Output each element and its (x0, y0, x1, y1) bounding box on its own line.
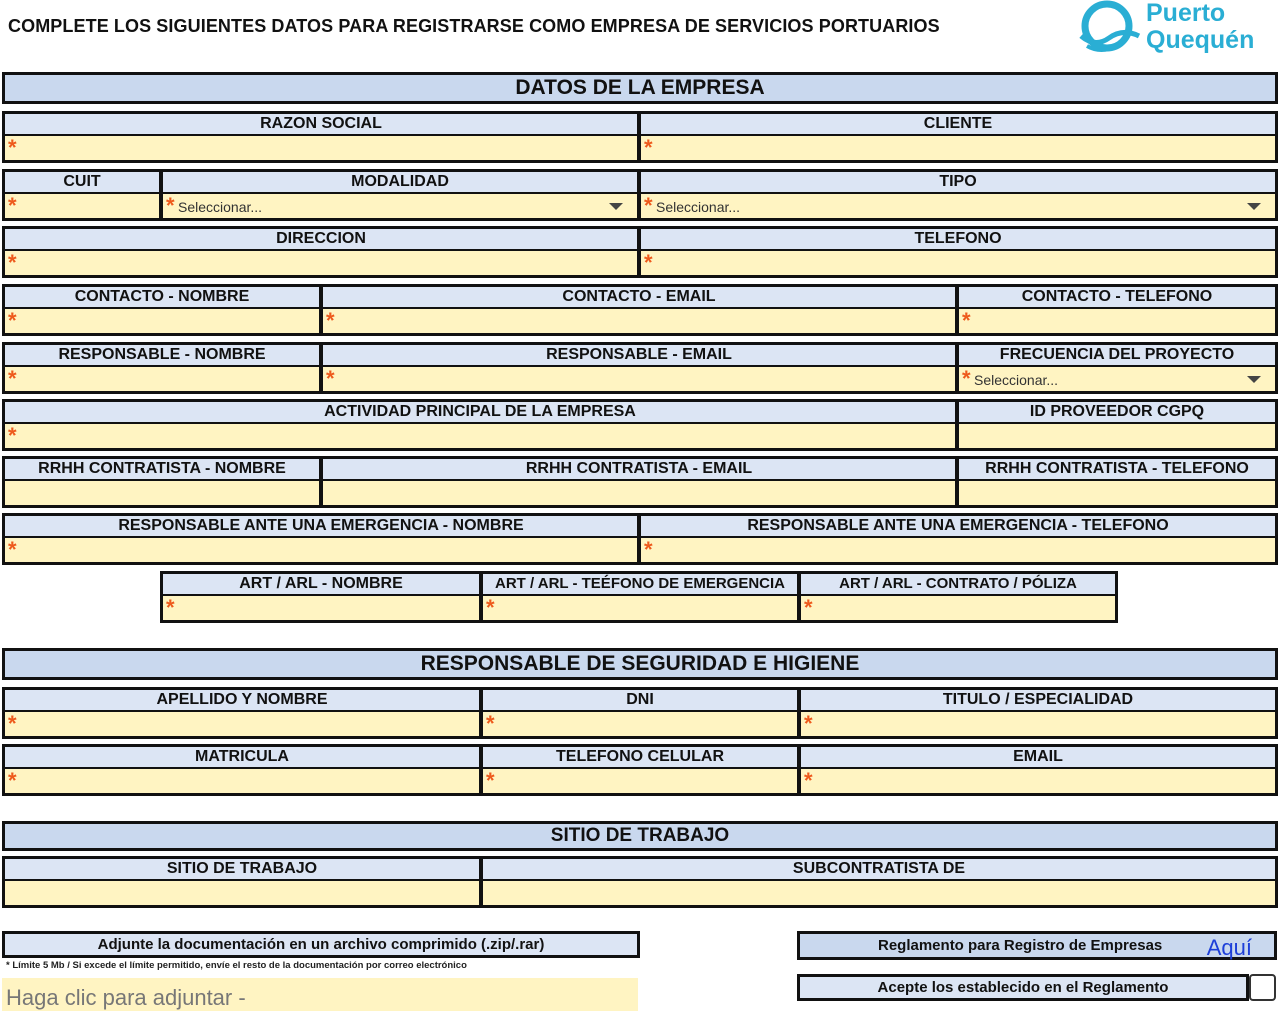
art-telefono-input[interactable] (483, 596, 797, 620)
rrhh-nombre-field (2, 456, 322, 508)
field-label: DIRECCION (5, 229, 637, 251)
contacto-nombre-input[interactable] (5, 309, 319, 333)
razon-social-input[interactable] (5, 136, 637, 160)
art-telefono-field (480, 571, 800, 623)
field-label: CONTACTO - TELEFONO (959, 287, 1275, 309)
required-mark: * (644, 537, 653, 562)
sitio-trabajo-field (2, 856, 482, 908)
sitio-trabajo-input[interactable] (5, 881, 479, 905)
required-mark: * (804, 768, 813, 793)
responsable-nombre-field (2, 342, 322, 394)
required-mark: * (804, 595, 813, 620)
field-label: RRHH CONTRATISTA - EMAIL (323, 459, 955, 481)
chevron-down-icon[interactable] (609, 203, 623, 210)
field-label: MODALIDAD (163, 172, 637, 194)
contacto-telefono-input[interactable] (959, 309, 1275, 333)
responsable-email-field (320, 342, 958, 394)
page-title: COMPLETE LOS SIGUIENTES DATOS PARA REGISTRARSE COMO EMPRESA DE SERVICIOS PORTUARIOS (8, 16, 940, 36)
direccion-input[interactable] (5, 251, 637, 275)
telefono-celular-input[interactable] (483, 769, 797, 793)
required-mark: * (486, 711, 495, 736)
rrhh-email-input[interactable] (323, 481, 955, 505)
responsable-email-input[interactable] (323, 367, 955, 391)
telefono-celular-field (480, 744, 800, 796)
titulo-input[interactable] (801, 712, 1275, 736)
rrhh-telefono-input[interactable] (959, 481, 1275, 505)
field-label: ACTIVIDAD PRINCIPAL DE LA EMPRESA (5, 402, 955, 424)
required-mark: * (962, 308, 971, 333)
art-nombre-input[interactable] (163, 596, 479, 620)
field-label: TIPO (641, 172, 1275, 194)
cliente-input[interactable] (641, 136, 1275, 160)
field-label: SITIO DE TRABAJO (5, 859, 479, 881)
art-nombre-field (160, 571, 482, 623)
field-label: RESPONSABLE ANTE UNA EMERGENCIA - TELEFONO (641, 516, 1275, 538)
puerto-quequen-logo (1077, 0, 1277, 56)
contacto-nombre-field (2, 284, 322, 336)
required-mark: * (8, 537, 17, 562)
field-label: SUBCONTRATISTA DE (483, 859, 1275, 881)
chevron-down-icon[interactable] (1247, 203, 1261, 210)
required-mark: * (8, 250, 17, 275)
actividad-input[interactable] (5, 424, 955, 448)
required-mark: * (166, 193, 175, 218)
section-sitio-trabajo: SITIO DE TRABAJO (2, 821, 1278, 851)
contacto-email-field (320, 284, 958, 336)
rrhh-email-field (320, 456, 958, 508)
field-label: ART / ARL - TEÉFONO DE EMERGENCIA (483, 574, 797, 596)
dni-field (480, 687, 800, 739)
field-label: ART / ARL - CONTRATO / PÓLIZA (801, 574, 1115, 596)
required-mark: * (8, 711, 17, 736)
required-mark: * (486, 768, 495, 793)
required-mark: * (8, 135, 17, 160)
required-mark: * (8, 423, 17, 448)
apellido-nombre-field (2, 687, 482, 739)
required-mark: * (804, 711, 813, 736)
section-seguridad-higiene: RESPONSABLE DE SEGURIDAD E HIGIENE (2, 648, 1278, 680)
responsable-nombre-input[interactable] (5, 367, 319, 391)
emergencia-telefono-field (638, 513, 1278, 565)
field-label: CLIENTE (641, 114, 1275, 136)
reglamento-link[interactable]: Aquí (1206, 935, 1252, 960)
cliente-field (638, 111, 1278, 163)
field-label: ART / ARL - NOMBRE (163, 574, 479, 596)
field-label: RESPONSABLE - NOMBRE (5, 345, 319, 367)
matricula-input[interactable] (5, 769, 479, 793)
select-placeholder: Seleccionar... (974, 372, 1059, 388)
emergencia-telefono-input[interactable] (641, 538, 1275, 562)
email-input[interactable] (801, 769, 1275, 793)
accept-label: Acepte los establecido en el Reglamento (797, 974, 1249, 1001)
dni-input[interactable] (483, 712, 797, 736)
apellido-nombre-input[interactable] (5, 712, 479, 736)
field-label: RRHH CONTRATISTA - NOMBRE (5, 459, 319, 481)
id-proveedor-field (956, 399, 1278, 451)
subcontratista-input[interactable] (483, 881, 1275, 905)
contacto-email-input[interactable] (323, 309, 955, 333)
field-label: TELEFONO CELULAR (483, 747, 797, 769)
field-label: TELEFONO (641, 229, 1275, 251)
required-mark: * (8, 193, 17, 218)
required-mark: * (644, 250, 653, 275)
attachment-label: Adjunte la documentación en un archivo comprimido (.zip/.rar) (2, 931, 640, 958)
field-label: TITULO / ESPECIALIDAD (801, 690, 1275, 712)
chevron-down-icon[interactable] (1247, 376, 1261, 383)
logo-line-1: Puerto (1146, 0, 1226, 27)
attach-file-button[interactable]: Haga clic para adjuntar - (2, 978, 638, 1011)
required-mark: * (8, 768, 17, 793)
required-mark: * (8, 308, 17, 333)
required-mark: * (326, 366, 335, 391)
required-mark: * (326, 308, 335, 333)
contacto-telefono-field (956, 284, 1278, 336)
matricula-field (2, 744, 482, 796)
actividad-field (2, 399, 958, 451)
id-proveedor-input[interactable] (959, 424, 1275, 448)
field-label: ID PROVEEDOR CGPQ (959, 402, 1275, 424)
modalidad-select[interactable] (163, 194, 637, 218)
wave-logo-icon (1077, 0, 1141, 56)
cuit-field (2, 169, 162, 221)
telefono-field (638, 226, 1278, 278)
tipo-field (638, 169, 1278, 221)
field-label: FRECUENCIA DEL PROYECTO (959, 345, 1275, 367)
rrhh-telefono-field (956, 456, 1278, 508)
reglamento-label: Reglamento para Registro de Empresas (878, 937, 1163, 954)
art-contrato-input[interactable] (801, 596, 1115, 620)
subcontratista-field (480, 856, 1278, 908)
field-label: RRHH CONTRATISTA - TELEFONO (959, 459, 1275, 481)
modalidad-field (160, 169, 640, 221)
reglamento-box (797, 931, 1277, 960)
tipo-select[interactable] (641, 194, 1275, 218)
select-placeholder: Seleccionar... (178, 199, 263, 215)
required-mark: * (8, 366, 17, 391)
field-label: DNI (483, 690, 797, 712)
required-mark: * (644, 193, 653, 218)
razon-social-field (2, 111, 640, 163)
emergencia-nombre-input[interactable] (5, 538, 637, 562)
frecuencia-select[interactable] (959, 367, 1275, 391)
field-label: CONTACTO - NOMBRE (5, 287, 319, 309)
cuit-input[interactable] (5, 194, 159, 218)
emergencia-nombre-field (2, 513, 640, 565)
frecuencia-field (956, 342, 1278, 394)
field-label: RESPONSABLE - EMAIL (323, 345, 955, 367)
section-datos-empresa: DATOS DE LA EMPRESA (2, 72, 1278, 104)
titulo-field (798, 687, 1278, 739)
required-mark: * (166, 595, 175, 620)
required-mark: * (486, 595, 495, 620)
art-contrato-field (798, 571, 1118, 623)
field-label: RESPONSABLE ANTE UNA EMERGENCIA - NOMBRE (5, 516, 637, 538)
telefono-input[interactable] (641, 251, 1275, 275)
attachment-note: * Límite 5 Mb / Si excede el límite permitido, envíe el resto de la documentación por correo electrónico (6, 960, 467, 971)
select-placeholder: Seleccionar... (656, 199, 741, 215)
required-mark: * (644, 135, 653, 160)
field-label: CUIT (5, 172, 159, 194)
direccion-field (2, 226, 640, 278)
email-field (798, 744, 1278, 796)
accept-checkbox[interactable] (1249, 974, 1276, 1001)
rrhh-nombre-input[interactable] (5, 481, 319, 505)
field-label: CONTACTO - EMAIL (323, 287, 955, 309)
field-label: MATRICULA (5, 747, 479, 769)
field-label: EMAIL (801, 747, 1275, 769)
logo-line-2: Quequén (1146, 26, 1255, 54)
field-label: APELLIDO Y NOMBRE (5, 690, 479, 712)
field-label: RAZON SOCIAL (5, 114, 637, 136)
required-mark: * (962, 366, 971, 391)
